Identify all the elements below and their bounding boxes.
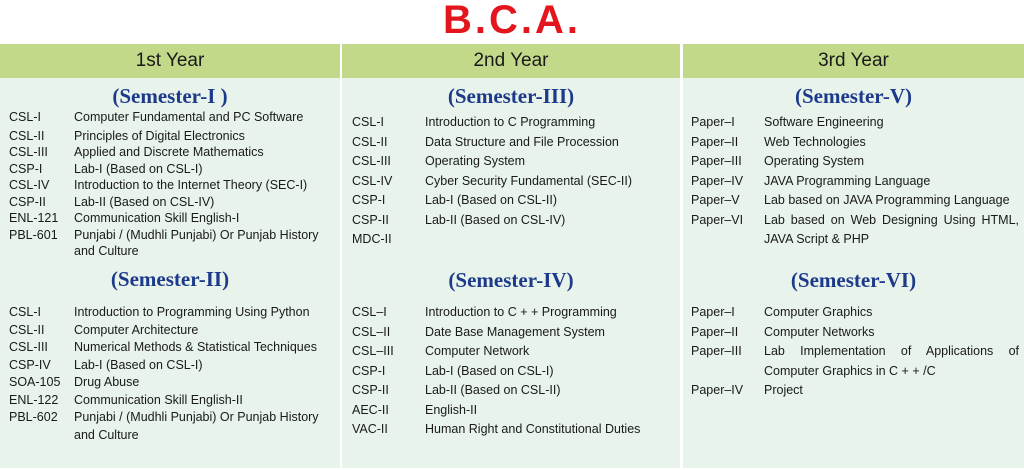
course-name: Principles of Digital Electronics xyxy=(74,128,245,143)
course-code: CSL-IV xyxy=(352,173,393,188)
course-row xyxy=(9,322,334,340)
course-row xyxy=(9,177,334,194)
course-code: Paper–IV xyxy=(691,383,744,397)
course-code: CSL–II xyxy=(352,324,391,339)
course-row xyxy=(691,152,1019,172)
course-row xyxy=(691,303,1019,323)
course-name: Lab Implementation of Applications of Computer Graphics in C + + /C xyxy=(764,344,1019,378)
course-row xyxy=(9,357,334,375)
course-code: CSL-IV xyxy=(9,178,50,192)
course-row xyxy=(691,323,1019,343)
course-name: Drug Abuse xyxy=(74,375,140,389)
course-code: Paper–I xyxy=(691,115,735,129)
course-name: Computer Graphics xyxy=(764,305,873,319)
course-code: CSL-II xyxy=(352,134,388,149)
course-row xyxy=(352,172,674,192)
year-header: 2nd Year xyxy=(342,44,680,78)
course-name: Operating System xyxy=(425,154,526,168)
course-list xyxy=(9,108,334,261)
course-row xyxy=(352,381,674,401)
course-name: Lab-I (Based on CSL-I) xyxy=(425,363,554,378)
course-name: Lab-I (Based on CSL-I) xyxy=(74,357,203,372)
course-row xyxy=(352,303,674,323)
course-row xyxy=(352,342,674,362)
course-code: Paper–IV xyxy=(691,173,744,188)
course-name: Lab-II (Based on CSL-IV) xyxy=(425,212,566,227)
course-code: CSL–I xyxy=(352,305,387,319)
course-row xyxy=(352,362,674,382)
year-header: 1st Year xyxy=(0,44,340,78)
course-name: Human Right and Constitutional Duties xyxy=(425,422,641,436)
course-row xyxy=(9,144,334,161)
course-row xyxy=(9,227,334,261)
course-row xyxy=(9,409,334,444)
course-list xyxy=(352,113,674,250)
course-code: Paper–II xyxy=(691,134,739,149)
course-code: Paper–VI xyxy=(691,212,744,227)
course-code: CSP-II xyxy=(352,212,389,227)
course-name: Lab based on JAVA Programming Language xyxy=(764,193,1010,207)
course-row xyxy=(352,230,674,250)
course-list xyxy=(352,303,674,440)
course-name: Punjabi / (Mudhli Punjabi) Or Punjab History and Culture xyxy=(74,410,319,442)
semester-title: (Semester-IV) xyxy=(448,268,574,292)
course-name: Communication Skill English-I xyxy=(74,211,240,225)
course-code: CSL-II xyxy=(9,128,45,143)
course-name: Communication Skill English-II xyxy=(74,392,243,407)
course-name: Applied and Discrete Mathematics xyxy=(74,145,264,159)
semester-title: (Semester-I ) xyxy=(112,84,228,108)
course-row xyxy=(9,210,334,227)
course-row xyxy=(9,194,334,211)
course-code: SOA-105 xyxy=(9,375,61,389)
course-name: Lab-I (Based on CSL-I) xyxy=(74,161,203,176)
course-code: PBL-601 xyxy=(9,227,58,242)
course-name: Project xyxy=(764,383,803,397)
course-name: Punjabi / (Mudhli Punjabi) Or Punjab History and Culture xyxy=(74,227,319,258)
course-name: Computer Networks xyxy=(764,324,875,339)
course-name: Introduction to Programming Using Python xyxy=(74,305,310,319)
course-name: Date Base Management System xyxy=(425,324,605,339)
course-code: CSL-I xyxy=(9,305,41,319)
course-name: Software Engineering xyxy=(764,115,884,129)
course-name: Introduction to the Internet Theory (SEC-I) xyxy=(74,178,308,192)
course-name: Lab-II (Based on CSL-II) xyxy=(425,383,561,397)
course-row xyxy=(352,113,674,133)
year-header: 3rd Year xyxy=(683,44,1024,78)
year-column-1 xyxy=(0,44,340,468)
course-row xyxy=(9,374,334,392)
course-list xyxy=(691,113,1019,250)
semester-title: (Semester-III) xyxy=(447,84,575,108)
course-code: CSL-I xyxy=(9,110,41,124)
course-code: Paper–V xyxy=(691,193,740,207)
course-name: Data Structure and File Procession xyxy=(425,134,619,149)
course-code: CSP-I xyxy=(9,161,43,176)
semester-title: (Semester-V) xyxy=(795,84,912,108)
course-code: CSL-II xyxy=(9,322,45,337)
course-code: CSL-III xyxy=(352,154,391,168)
course-code: Paper–I xyxy=(691,305,735,319)
course-row xyxy=(9,304,334,322)
course-row xyxy=(691,342,1019,381)
course-name: English-II xyxy=(425,402,478,417)
course-row xyxy=(352,211,674,231)
course-name: Web Technologies xyxy=(764,134,866,149)
course-row xyxy=(9,108,334,128)
course-code: CSP-IV xyxy=(9,357,51,372)
course-code: PBL-602 xyxy=(9,410,58,424)
course-list xyxy=(691,303,1019,401)
semester-title: (Semester-II) xyxy=(110,267,230,291)
course-name: Computer Network xyxy=(425,344,530,358)
course-row xyxy=(691,211,1019,250)
course-code: Paper–III xyxy=(691,344,742,358)
semester-title: (Semester-VI) xyxy=(790,268,917,292)
course-name: Lab based on Web Designing Using HTML, JAVA Script & PHP xyxy=(764,212,1019,246)
course-name: Numerical Methods & Statistical Techniques xyxy=(74,340,317,354)
course-code: CSP-II xyxy=(9,194,46,209)
course-name: Computer Architecture xyxy=(74,322,199,337)
course-name: Computer Fundamental and PC Software xyxy=(74,110,304,124)
course-name: JAVA Programming Language xyxy=(764,173,931,188)
course-name: Introduction to C Programming xyxy=(425,115,596,129)
course-row xyxy=(9,128,334,145)
course-code: CSL-III xyxy=(9,145,48,159)
course-row xyxy=(9,392,334,410)
course-row xyxy=(352,133,674,153)
course-list xyxy=(9,304,334,444)
course-name: Lab-II (Based on CSL-IV) xyxy=(74,194,215,209)
course-code: ENL-122 xyxy=(9,392,59,407)
course-code: VAC-II xyxy=(352,422,388,436)
course-code: CSL-I xyxy=(352,115,384,129)
course-name: Cyber Security Fundamental (SEC-II) xyxy=(425,173,633,188)
course-row xyxy=(691,113,1019,133)
course-row xyxy=(352,152,674,172)
course-name: Introduction to C + + Programming xyxy=(425,305,617,319)
course-code: CSL–III xyxy=(352,344,394,358)
course-row xyxy=(691,133,1019,153)
page-title: B.C.A. xyxy=(443,0,581,42)
year-column-3 xyxy=(683,44,1024,468)
course-row xyxy=(9,161,334,178)
course-row xyxy=(691,191,1019,211)
course-row xyxy=(691,381,1019,401)
course-name: Operating System xyxy=(764,154,865,168)
course-name: Lab-I (Based on CSL-II) xyxy=(425,193,558,207)
course-row xyxy=(352,323,674,343)
course-code: CSP-II xyxy=(352,383,389,397)
course-code: Paper–II xyxy=(691,324,739,339)
year-column-2 xyxy=(342,44,680,468)
course-code: MDC-II xyxy=(352,232,392,246)
course-code: ENL-121 xyxy=(9,211,59,225)
course-row xyxy=(352,420,674,440)
course-code: CSP-I xyxy=(352,363,386,378)
course-code: AEC-II xyxy=(352,402,389,417)
course-code: CSP-I xyxy=(352,193,386,207)
course-code: CSL-III xyxy=(9,340,48,354)
course-row xyxy=(352,191,674,211)
course-row xyxy=(9,339,334,357)
course-row xyxy=(352,401,674,421)
course-code: Paper–III xyxy=(691,154,742,168)
course-row xyxy=(691,172,1019,192)
